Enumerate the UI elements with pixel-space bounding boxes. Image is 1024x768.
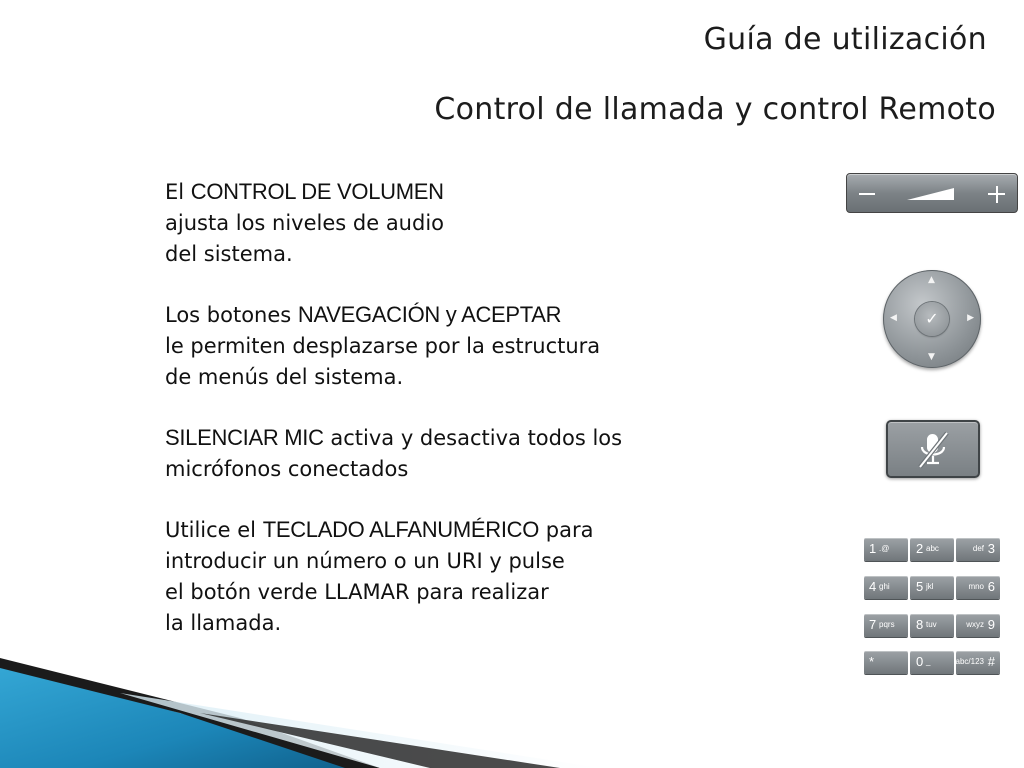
arrow-left-icon: ◀: [890, 313, 897, 323]
key-8: 8 tuv: [910, 614, 954, 637]
keypad-prefix: Utilice el: [165, 518, 263, 542]
keypad-line-2: introducir un número o un URI y pulse: [165, 549, 565, 573]
volume-ramp-icon: [907, 187, 955, 201]
minus-icon: [859, 193, 875, 195]
keypad-line-1: [165, 514, 725, 546]
key-9: 9 wxyz: [956, 614, 1000, 637]
body-text: [165, 176, 725, 668]
mute-keyword: SILENCIAR MIC: [165, 425, 324, 450]
key-1: 1 .@: [864, 538, 908, 561]
key-7: 7 pqrs: [864, 614, 908, 637]
volume-line-2: ajusta los niveles de audio: [165, 211, 445, 235]
key-6: 6 mno: [956, 576, 1000, 599]
key-star: *: [864, 651, 908, 674]
keypad-line-4: la llamada.: [165, 611, 282, 635]
slide-title: Guía de utilización: [703, 22, 987, 57]
key-4: 4 ghi: [864, 576, 908, 599]
muted-microphone-icon: [916, 431, 950, 469]
keypad-suffix: para: [539, 518, 594, 542]
mute-description: [165, 422, 725, 485]
keypad-keyword: TECLADO ALFANUMÉRICO: [262, 517, 540, 542]
navigation-prefix: Los botones: [165, 303, 298, 327]
checkmark-icon: ✓: [915, 302, 949, 336]
mute-button-image: [886, 420, 980, 478]
mute-suffix: activa y desactiva todos los: [323, 426, 623, 450]
volume-keyword: CONTROL DE VOLUMEN: [190, 179, 444, 204]
mute-line-1: [165, 422, 725, 454]
arrow-right-icon: ▶: [967, 313, 974, 323]
key-hash: # abc/123: [956, 651, 1000, 674]
volume-control-image: [846, 173, 1018, 213]
slide-subtitle: Control de llamada y control Remoto: [434, 92, 996, 127]
mute-line-2: micrófonos conectados: [165, 457, 409, 481]
arrow-down-icon: ▼: [928, 352, 935, 362]
navigation-pad-image: [883, 270, 981, 368]
navigation-description: [165, 299, 725, 393]
volume-line-1: [165, 176, 725, 208]
volume-prefix: El: [165, 180, 191, 204]
navigation-line-1: [165, 299, 725, 331]
volume-description: [165, 176, 725, 270]
key-0: 0 _: [910, 651, 954, 674]
navigation-line-3: de menús del sistema.: [165, 365, 404, 389]
key-3: 3 def: [956, 538, 1000, 561]
arrow-up-icon: ▲: [928, 275, 935, 285]
key-2: 2 abc: [910, 538, 954, 561]
volume-line-3: del sistema.: [165, 242, 293, 266]
decorative-swoosh: [0, 643, 620, 768]
keypad-description: [165, 514, 725, 639]
key-5: 5 jkl: [910, 576, 954, 599]
navigation-line-2: le permiten desplazarse por la estructura: [165, 334, 601, 358]
navigation-keyword: NAVEGACIÓN y ACEPTAR: [297, 302, 562, 327]
keypad-line-3: el botón verde LLAMAR para realizar: [165, 580, 549, 604]
keypad-image: [864, 536, 1002, 676]
